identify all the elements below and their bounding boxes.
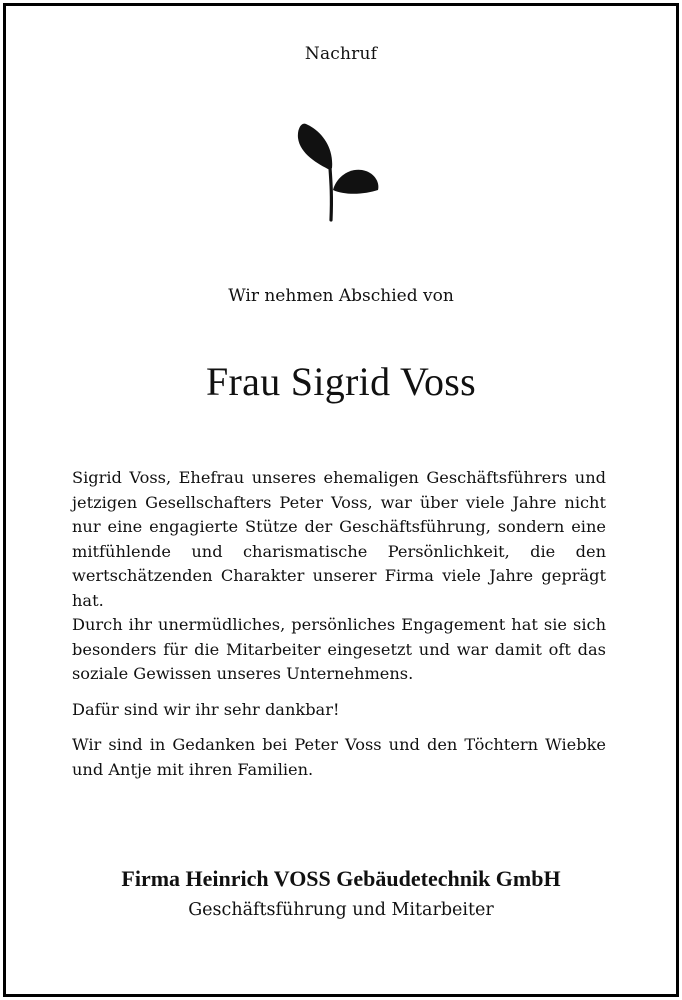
lead-text: Wir nehmen Abschied von [228,286,454,306]
sprout-icon [290,120,386,224]
deceased-name: Frau Sigrid Voss [205,359,477,404]
notice-body [72,466,606,782]
body-paragraph: Wir sind in Gedanken bei Peter Voss und den Töchtern Wiebke und Antje mit ihren Familien. [72,735,606,779]
company-subtitle: Geschäftsführung und Mitarbeiter [188,900,494,920]
company-name: Firma Heinrich VOSS Gebäudetechnik GmbH [121,866,561,891]
body-paragraph: Sigrid Voss, Ehefrau unseres ehemaligen Geschäftsführers und jetzigen Gesellschafters Peter Voss, war über viele Jahre nicht nur eine engagierte Stütze der Geschäftsführung, sondern eine mitfühlende und charismatische Persönlichkeit, die den wertschätzenden Charakter unserer Firma viele Jahre geprägt hat. [72,468,606,610]
body-paragraph: Durch ihr unermüdliches, persönliches Engagement hat sie sich besonders für die Mitarbeiter eingesetzt und war damit oft das soziale Gewissen unseres Unternehmens. [72,615,606,683]
notice-header: Nachruf [304,44,378,64]
body-paragraph: Dafür sind wir ihr sehr dankbar! [72,699,340,719]
